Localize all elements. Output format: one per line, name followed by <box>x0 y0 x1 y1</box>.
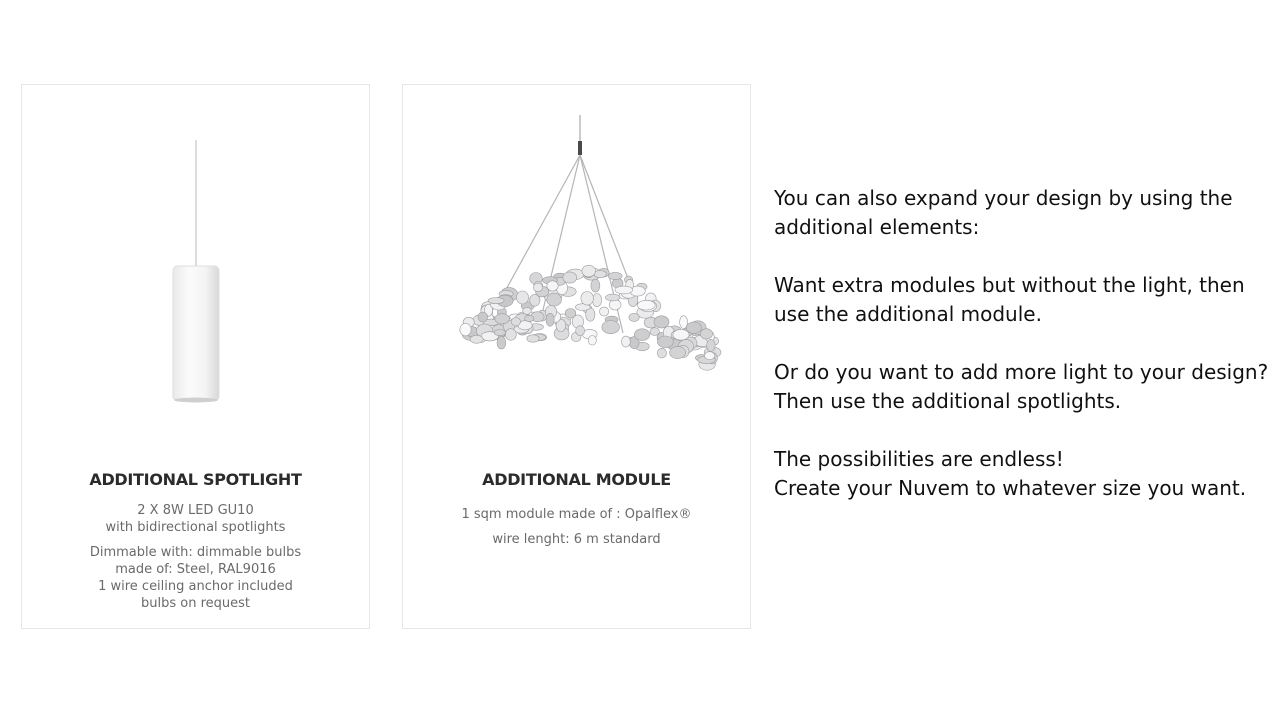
description-line: The possibilities are endless! <box>774 447 1064 471</box>
spotlight-detail-line: made of: Steel, RAL9016 <box>115 562 276 577</box>
petal-shape <box>460 323 471 336</box>
petal-shape <box>686 322 701 333</box>
petal-shape <box>525 315 534 321</box>
spotlight-spec <box>22 502 369 536</box>
petal-shape <box>608 272 622 279</box>
spotlight-detail-line: Dimmable with: dimmable bulbs <box>89 545 302 560</box>
description-paragraph <box>774 271 1274 329</box>
petal-shape <box>615 286 633 294</box>
spotlight-detail-line: 1 wire ceiling anchor included <box>98 579 293 594</box>
petal-shape <box>629 313 639 321</box>
petal-shape <box>494 330 505 336</box>
petal-shape <box>654 316 669 328</box>
petal-shape <box>704 352 714 360</box>
module-spec-line: wire lenght: 6 m standard <box>492 532 661 547</box>
petal-shape <box>707 339 716 351</box>
module-cloud <box>460 265 721 370</box>
spotlight-spec-line: with bidirectional spotlights <box>105 520 286 535</box>
description-paragraph <box>774 184 1274 242</box>
spotlight-details <box>22 544 369 612</box>
description-paragraph <box>774 358 1274 416</box>
petal-shape <box>637 300 655 310</box>
petal-shape <box>563 272 577 283</box>
module-card <box>402 84 751 629</box>
petal-shape <box>547 281 558 291</box>
description-line: Or do you want to add more light to your design? <box>774 360 1269 384</box>
module-title: ADDITIONAL MODULE <box>482 470 671 489</box>
petal-shape <box>516 291 528 304</box>
petal-shape <box>657 336 673 348</box>
petal-shape <box>622 336 631 347</box>
description-line: Then use the additional spotlights. <box>774 389 1122 413</box>
petal-shape <box>470 335 483 343</box>
petal-shape <box>495 314 510 324</box>
spotlight-spec-line: 2 X 8W LED GU10 <box>137 503 254 518</box>
spotlight-detail-line: bulbs on request <box>140 596 250 611</box>
petal-shape <box>533 283 542 291</box>
description-line: Create your Nuvem to whatever size you want. <box>774 476 1247 500</box>
petal-shape <box>527 335 539 342</box>
petal-shape <box>497 336 506 349</box>
petal-shape <box>657 348 666 358</box>
petal-shape <box>582 265 596 277</box>
petal-shape <box>592 294 601 307</box>
petal-shape <box>605 294 619 301</box>
petal-shape <box>488 298 504 304</box>
petal-shape <box>546 313 554 326</box>
petal-shape <box>602 321 620 334</box>
module-spec-line: 1 sqm module made of : Opalflex® <box>461 507 692 522</box>
description-line: additional elements: <box>774 215 980 239</box>
petal-shape <box>673 329 689 340</box>
petal-shape <box>634 329 649 341</box>
description-text <box>774 184 1274 532</box>
petal-shape <box>478 312 488 322</box>
spotlight-card <box>21 84 370 629</box>
description-line: Want extra modules but without the light, then <box>774 273 1245 297</box>
petal-shape <box>591 279 600 292</box>
petal-shape <box>511 318 520 326</box>
module-spec <box>403 502 750 552</box>
petal-shape <box>581 292 594 306</box>
petal-shape <box>576 326 585 336</box>
description-paragraph <box>774 445 1274 503</box>
petal-shape <box>588 336 596 346</box>
description-line: You can also expand your design by using the <box>774 186 1233 210</box>
spotlight-title: ADDITIONAL SPOTLIGHT <box>89 470 302 489</box>
petal-shape <box>547 293 562 306</box>
petal-shape <box>565 309 576 319</box>
petal-shape <box>670 346 686 358</box>
petal-shape <box>700 329 712 339</box>
petal-shape <box>505 329 516 341</box>
petal-shape <box>609 300 621 310</box>
petal-shape <box>600 307 609 316</box>
description-line: use the additional module. <box>774 302 1042 326</box>
